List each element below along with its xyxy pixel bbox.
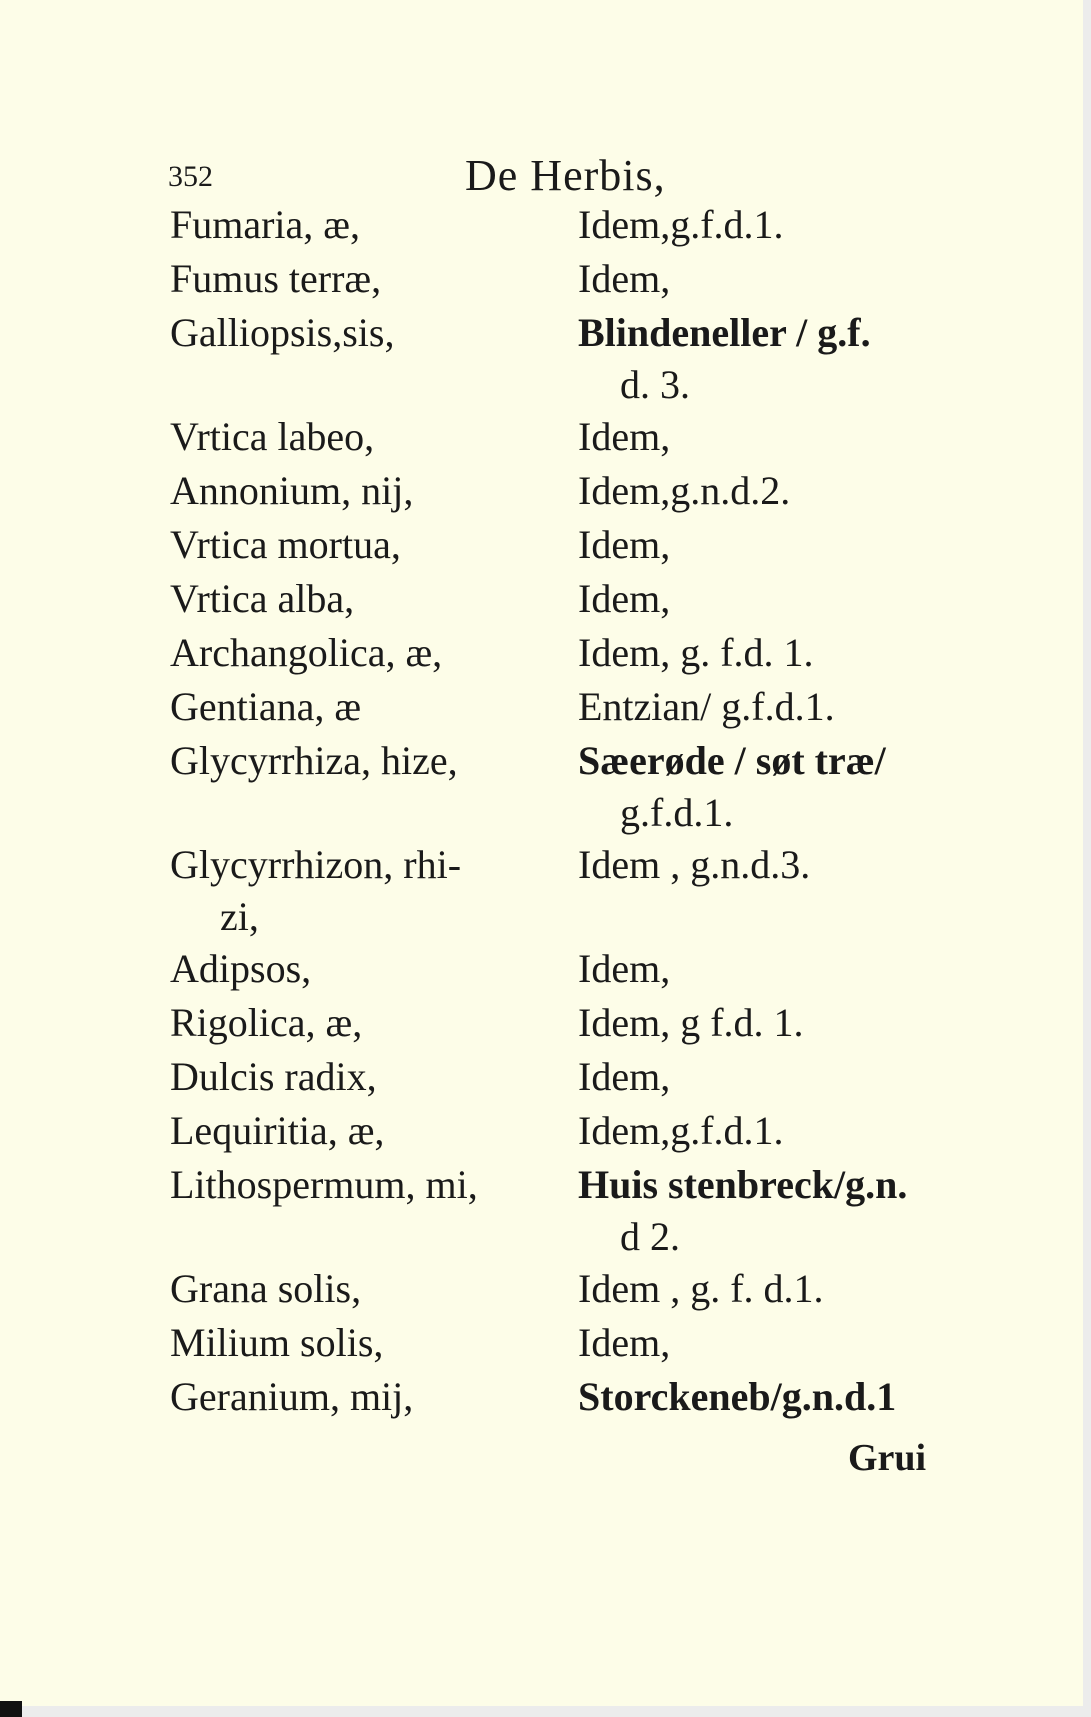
latin-term: Galliopsis,sis, (170, 310, 395, 355)
list-item (170, 198, 970, 252)
latin-term: Dulcis radix, (170, 1054, 377, 1099)
list-item (170, 1370, 970, 1424)
vernacular-term: Idem, (578, 946, 671, 991)
vernacular-term: Blindeneller / g.f. (578, 310, 871, 355)
latin-term: Vrtica labeo, (170, 414, 375, 459)
latin-term: Grana solis, (170, 1266, 362, 1311)
vernacular-term: Storckeneb/g.n.d.1 (578, 1374, 897, 1419)
scan-corner-mark (0, 1701, 22, 1717)
list-item (170, 1050, 970, 1104)
list-item (170, 1316, 970, 1370)
list-item-continuation (170, 788, 970, 838)
vernacular-term: g.f.d.1. (620, 790, 734, 835)
page-number: 352 (168, 160, 213, 193)
latin-term: Fumus terræ, (170, 256, 382, 301)
vernacular-term: Idem, (578, 576, 671, 621)
running-head: De Herbis, (465, 151, 666, 200)
list-item (170, 734, 970, 788)
vernacular-term: Huis stenbreck/g.n. (578, 1162, 908, 1207)
list-item (170, 942, 970, 996)
vernacular-term: Idem,g.f.d.1. (578, 202, 784, 247)
list-item (170, 252, 970, 306)
list-item (170, 306, 970, 360)
list-item (170, 464, 970, 518)
vernacular-term: Idem, (578, 256, 671, 301)
latin-term: Lequiritia, æ, (170, 1108, 385, 1153)
latin-term: Rigolica, æ, (170, 1000, 363, 1045)
list-item (170, 518, 970, 572)
list-item (170, 626, 970, 680)
list-item (170, 1262, 970, 1316)
vernacular-term: Idem, (578, 1054, 671, 1099)
vernacular-term: Idem , g.n.d.3. (578, 842, 811, 887)
latin-term: Annonium, nij, (170, 468, 414, 513)
vernacular-term: d 2. (620, 1214, 680, 1259)
latin-term: Gentiana, æ (170, 684, 362, 729)
vernacular-term: Idem, (578, 414, 671, 459)
vernacular-term: Idem,g.f.d.1. (578, 1108, 784, 1153)
list-item (170, 1158, 970, 1212)
latin-term: Milium solis, (170, 1320, 384, 1365)
list-item (170, 996, 970, 1050)
vernacular-term: Idem,g.n.d.2. (578, 468, 791, 513)
list-item-continuation (170, 1212, 970, 1262)
scan-edge-bottom (0, 1706, 1091, 1717)
vernacular-term: Sæerøde / søt træ/ (578, 738, 886, 783)
list-item-continuation (170, 892, 970, 942)
page-header (168, 150, 768, 200)
glossary-list (170, 198, 970, 1424)
latin-term: Fumaria, æ, (170, 202, 360, 247)
list-item (170, 838, 970, 892)
scan-edge-right (1083, 0, 1091, 1717)
latin-term: Adipsos, (170, 946, 312, 991)
latin-term: Geranium, mij, (170, 1374, 414, 1419)
vernacular-term: d. 3. (620, 362, 690, 407)
list-item (170, 1104, 970, 1158)
vernacular-term: Idem, g. f.d. 1. (578, 630, 814, 675)
vernacular-term: Entzian/ g.f.d.1. (578, 684, 835, 729)
vernacular-term: Idem, (578, 522, 671, 567)
list-item (170, 410, 970, 464)
vernacular-term: Idem , g. f. d.1. (578, 1266, 824, 1311)
list-item (170, 680, 970, 734)
latin-term: Vrtica alba, (170, 576, 355, 621)
vernacular-term: Idem, g f.d. 1. (578, 1000, 804, 1045)
list-item (170, 572, 970, 626)
latin-term: Lithospermum, mi, (170, 1162, 478, 1207)
vernacular-term: Idem, (578, 1320, 671, 1365)
latin-term: zi, (220, 894, 259, 939)
latin-term: Vrtica mortua, (170, 522, 401, 567)
latin-term: Glycyrrhizon, rhi- (170, 842, 462, 887)
list-item-continuation (170, 360, 970, 410)
latin-term: Glycyrrhiza, hize, (170, 738, 458, 783)
latin-term: Archangolica, æ, (170, 630, 443, 675)
catchword: Grui (848, 1437, 927, 1479)
